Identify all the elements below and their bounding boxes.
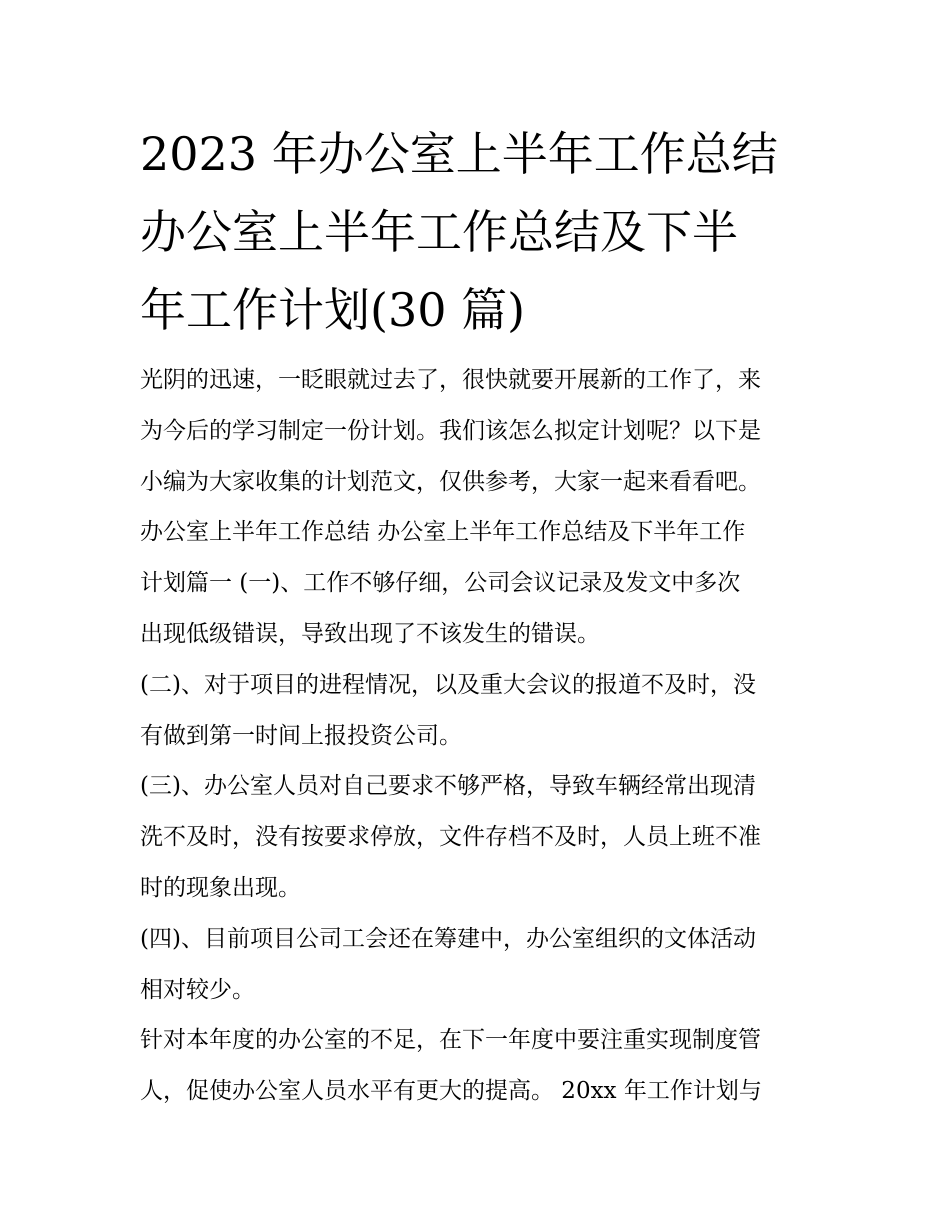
body-line-12: (四)、目前项目公司工会还在筹建中，办公室组织的文体活动 [140,925,756,952]
body-line-9: (三)、办公室人员对自己要求不够严格，导致车辆经常出现清 [140,773,756,800]
body-line-8: 有做到第一时间上报投资公司。 [140,722,462,749]
body-line-15: 人，促使办公室人员水平有更大的提高。 20xx 年工作计划与 [140,1078,762,1105]
title-line-2: 办公室上半年工作总结及下半 [140,205,738,259]
body-line-3: 小编为大家收集的计划范文，仅供参考，大家一起来看看吧。 [140,468,761,495]
body-line-7: (二)、对于项目的进程情况，以及重大会议的报道不及时，没 [140,671,756,698]
body-line-2: 为今后的学习制定一份计划。我们该怎么拟定计划呢？以下是 [140,417,761,444]
body-line-13: 相对较少。 [140,976,255,1003]
document-title [140,115,820,349]
body-line-10: 洗不及时，没有按要求停放，文件存档不及时，人员上班不准 [140,824,761,851]
document-body [140,355,830,1117]
body-line-1: 光阴的迅速，一眨眼就过去了，很快就要开展新的工作了，来 [140,367,761,393]
body-line-5: 计划篇一 (一)、工作不够仔细，公司会议记录及发文中多次 [140,570,741,597]
body-line-14: 针对本年度的办公室的不足，在下一年度中要注重实现制度管 [140,1027,761,1054]
body-line-6: 出现低级错误，导致出现了不该发生的错误。 [140,620,600,647]
title-line-3: 年工作计划(30 篇) [140,283,526,337]
body-line-11: 时的现象出现。 [140,874,301,901]
title-line-1: 2023 年办公室上半年工作总结 [140,127,778,181]
body-line-4: 办公室上半年工作总结 办公室上半年工作总结及下半年工作 [140,519,746,546]
